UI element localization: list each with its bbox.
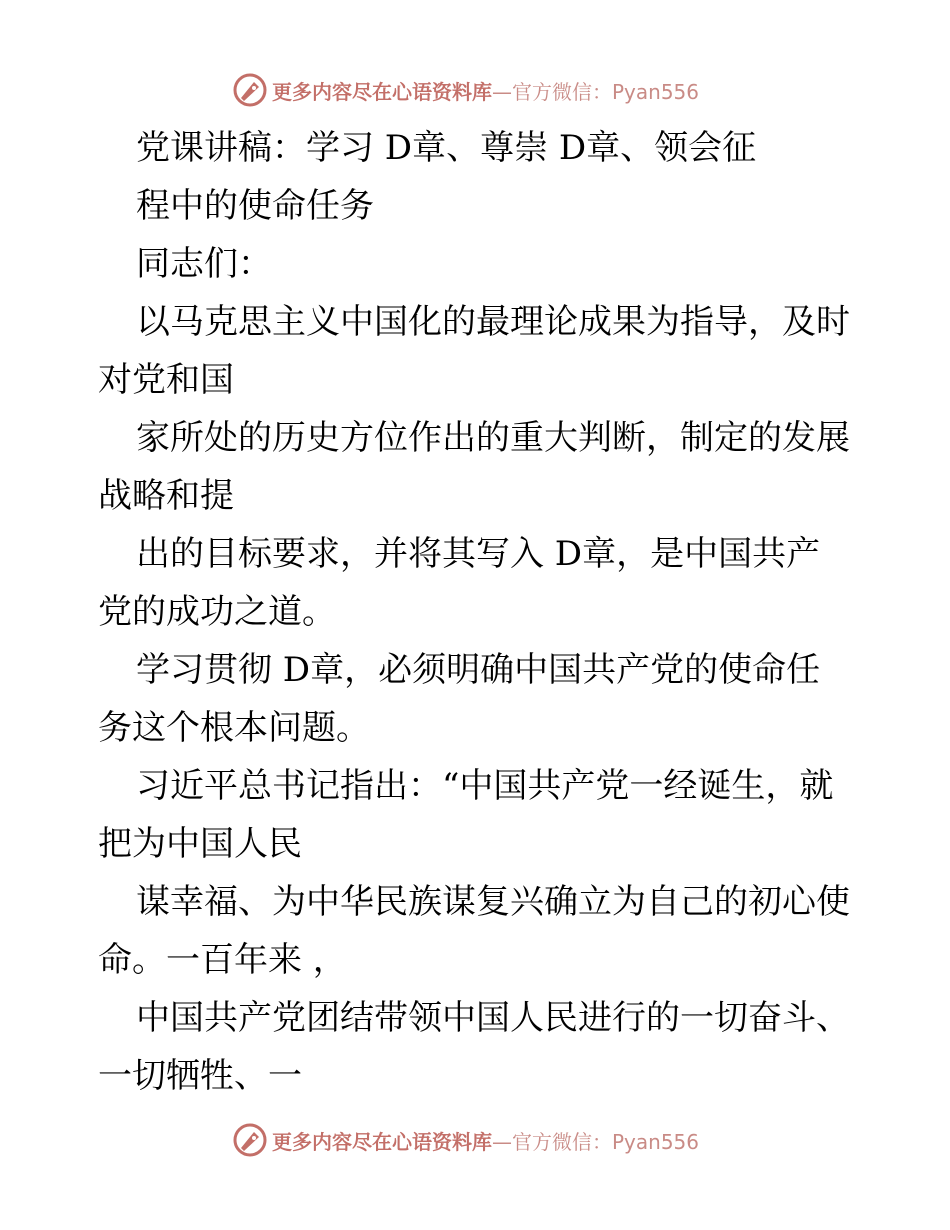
doc-title-line-2: 程中的使命任务 — [136, 186, 374, 226]
doc-line: 中国共产党团结带领中国人民进行的一切奋斗、 — [136, 998, 850, 1038]
watermark-dash: — — [492, 1129, 512, 1154]
doc-line: 学习贯彻 D章，必须明确中国共产党的使命任 — [136, 650, 821, 690]
doc-line: 把为中国人民 — [98, 824, 302, 864]
doc-title-line-1: 党课讲稿：学习 D章、尊崇 D章、领会征 — [136, 128, 757, 168]
doc-line: 谋幸福、为中华民族谋复兴确立为自己的初心使 — [136, 882, 850, 922]
doc-line: 党的成功之道。 — [98, 592, 336, 632]
doc-line: 一切牺牲、一 — [98, 1056, 302, 1096]
pen-nib-logo-icon — [232, 1122, 268, 1158]
pen-nib-logo-icon — [232, 72, 268, 108]
header-watermark — [232, 70, 699, 110]
watermark-contact-text: 官方微信：Pyan556 — [512, 79, 700, 104]
doc-line: 务这个根本问题。 — [98, 708, 370, 748]
salutation: 同志们： — [136, 244, 272, 284]
doc-line: 战略和提 — [98, 476, 234, 516]
doc-line: 习近平总书记指出：“中国共产党一经诞生，就 — [136, 766, 834, 806]
doc-line: 家所处的历史方位作出的重大判断，制定的发展 — [136, 418, 850, 458]
doc-line: 以马克思主义中国化的最理论成果为指导，及时 — [136, 302, 850, 342]
doc-line: 对党和国 — [98, 360, 234, 400]
watermark-site-text: 更多内容尽在心语资料库 — [272, 79, 492, 104]
footer-watermark — [232, 1120, 699, 1160]
watermark-site-text: 更多内容尽在心语资料库 — [272, 1129, 492, 1154]
doc-line: 出的目标要求，并将其写入 D章，是中国共产 — [136, 534, 821, 574]
doc-line: 命。一百年来 ， — [98, 940, 347, 980]
watermark-dash: — — [492, 79, 512, 104]
watermark-contact-text: 官方微信：Pyan556 — [512, 1129, 700, 1154]
